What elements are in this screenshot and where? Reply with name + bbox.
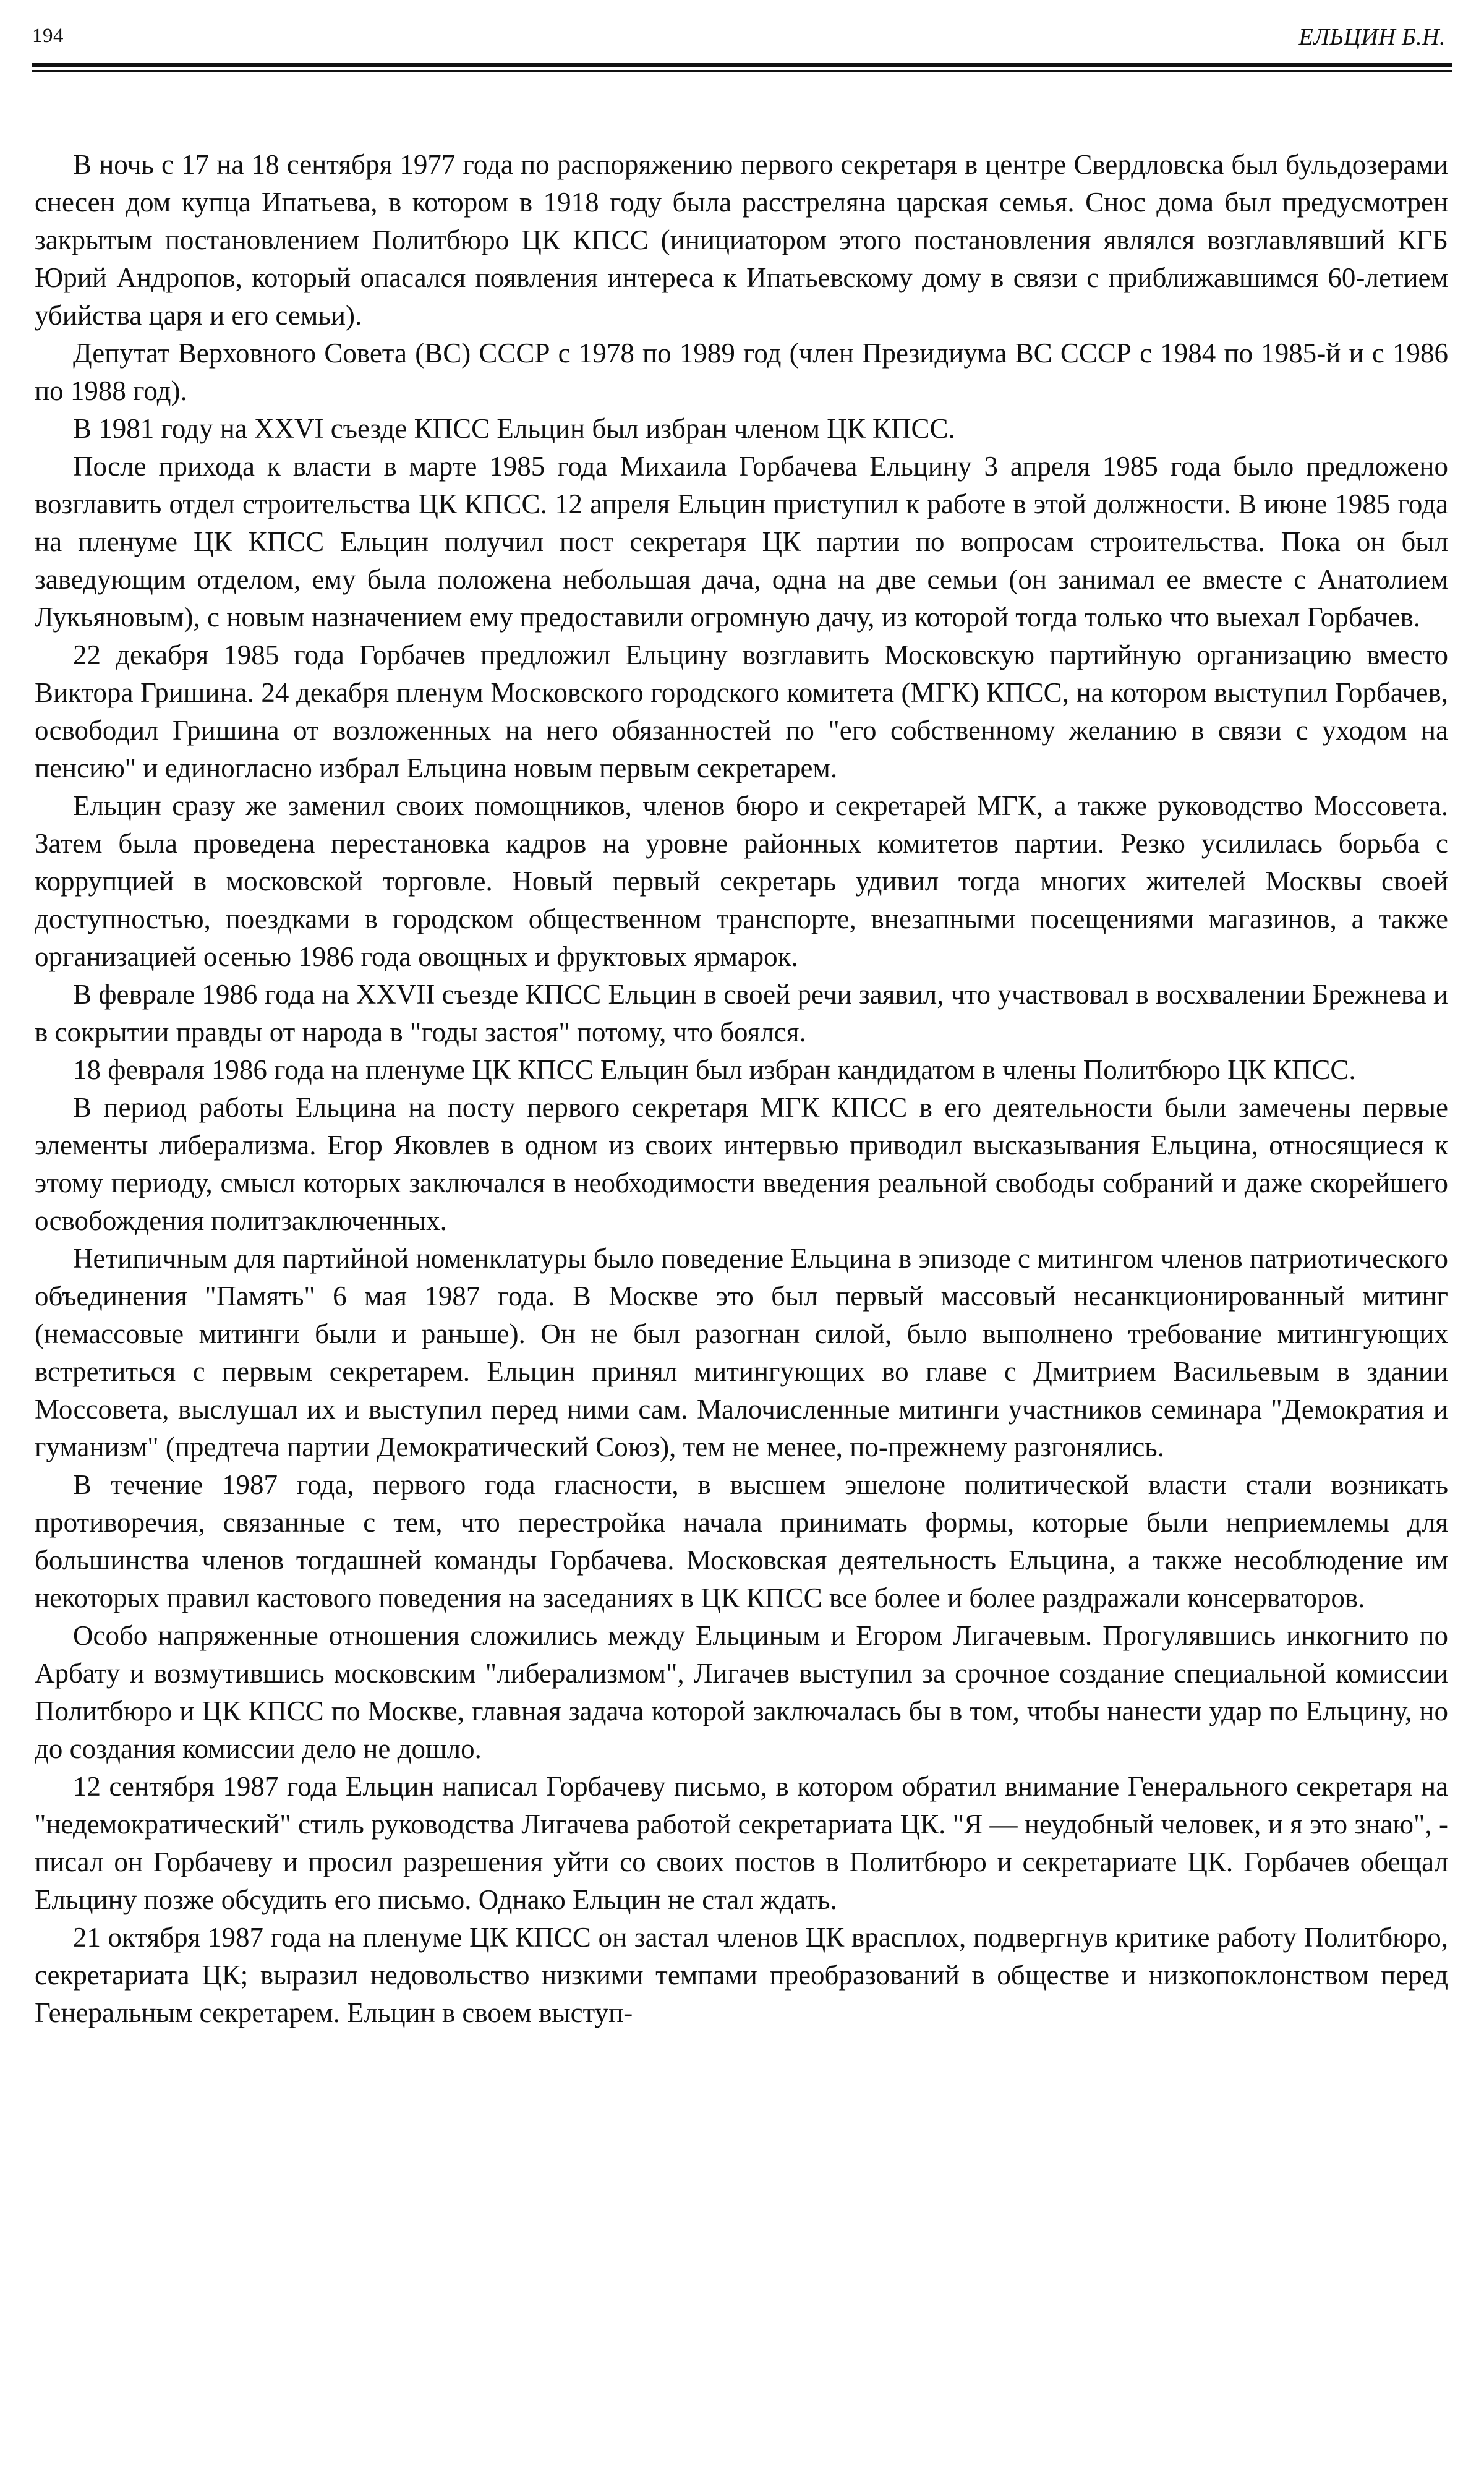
paragraph-1: В ночь с 17 на 18 сентября 1977 года по распоряжению первого секретаря в центре Свердловска был бульдозерами снесен дом купца Ипатьева, в котором в 1918 году была расстреляна царская семья. Снос дома был предусмотрен закрытым постановлением Политбюро ЦК КПСС (инициатором этого постановления являлся возглавлявший КГБ Юрий Андропов, который опасался появления интереса к Ипатьевскому дому в связи с приближавшимся 60-летием убийства царя и его семьи). — [35, 149, 1448, 331]
paragraph-13: 12 сентября 1987 года Ельцин написал Горбачеву письмо, в котором обратил внимание Генерального секретаря на "недемократический" стиль руководства Лигачева работой секретариата ЦК. "Я — неудобный человек, и я это знаю", - писал он Горбачеву и просил разрешения уйти со своих постов в Политбюро и секретариате ЦК. Горбачев обещал Ельцину позже обсудить его письмо. Однако Ельцин не стал ждать. — [35, 1771, 1448, 1915]
paragraph-11: В течение 1987 года, первого года гласности, в высшем эшелоне политической власти стали возникать противоречия, связанные с тем, что перестройка начала принимать формы, которые были неприемлемы для большинства членов тогдашней команды Горбачева. Московская деятельность Ельцина, а также несоблюдение им некоторых правил кастового поведения на заседаниях в ЦК КПСС все более и более раздражали консерваторов. — [35, 1469, 1448, 1613]
body-text — [35, 146, 1448, 2032]
header-rule-thin — [32, 70, 1452, 72]
paragraph-6: Ельцин сразу же заменил своих помощников, членов бюро и секретарей МГК, а также руководство Моссовета. Затем была проведена перестановка кадров на уровне районных комитетов партии. Резко усилилась борьба с коррупцией в московской торговле. Новый первый секретарь удивил тогда многих жителей Москвы своей доступностью, поездками в городском общественном транспорте, внезапными посещениями магазинов, а также организацией осенью 1986 года овощных и фруктовых ярмарок. — [35, 790, 1448, 972]
paragraph-12: Особо напряженные отношения сложились между Ельциным и Егором Лигачевым. Прогулявшись инкогнито по Арбату и возмутившись московским "либерализмом", Лигачев выступил за срочное создание специальной комиссии Политбюро и ЦК КПСС по Москве, главная задача которой заключалась бы в том, чтобы нанести удар по Ельцину, но до создания комиссии дело не дошло. — [35, 1620, 1448, 1764]
paragraph-5: 22 декабря 1985 года Горбачев предложил Ельцину возглавить Московскую партийную организацию вместо Виктора Гришина. 24 декабря пленум Московского городского комитета (МГК) КПСС, на котором выступил Горбачев, освободил Гришина от возложенных на него обязанностей по "его собственному желанию в связи с уходом на пенсию" и единогласно избрал Ельцина новым первым секретарем. — [35, 639, 1448, 783]
paragraph-14: 21 октября 1987 года на пленуме ЦК КПСС он застал членов ЦК врасплох, подвергнув критике работу Политбюро, секретариата ЦК; выразил недовольство низкими темпами преобразований в обществе и низкопоклонством перед Генеральным секретарем. Ельцин в своем выступ- — [35, 1922, 1448, 2028]
paragraph-3: В 1981 году на XXVI съезде КПСС Ельцин был избран членом ЦК КПСС. — [73, 413, 955, 444]
paragraph-9: В период работы Ельцина на посту первого секретаря МГК КПСС в его деятельности были замечены первые элементы либерализма. Егор Яковлев в одном из своих интервью приводил высказывания Ельцина, относящиеся к этому периоду, смысл которых заключался в необходимости введения реальной свободы собраний и даже скорейшего освобождения политзаключенных. — [35, 1092, 1448, 1236]
paragraph-4: После прихода к власти в марте 1985 года Михаила Горбачева Ельцину 3 апреля 1985 года было предложено возглавить отдел строительства ЦК КПСС. 12 апреля Ельцин приступил к работе в этой должности. В июне 1985 года на пленуме ЦК КПСС Ельцин получил пост секретаря ЦК партии по вопросам строительства. Пока он был заведующим отделом, ему была положена небольшая дача, одна на две семьи (он занимал ее вместе с Анатолием Лукьяновым), с новым назначением ему предоставили огромную дачу, из которой тогда только что выехал Горбачев. — [35, 451, 1448, 633]
page-number: 194 — [32, 25, 64, 47]
running-title: ЕЛЬЦИН Б.Н. — [1298, 24, 1446, 50]
paragraph-7: В феврале 1986 года на XXVII съезде КПСС Ельцин в своей речи заявил, что участвовал в восхвалении Брежнева и в сокрытии правды от народа в "годы застоя" потому, что боялся. — [35, 979, 1448, 1048]
paragraph-2: Депутат Верховного Совета (ВС) СССР с 1978 по 1989 год (член Президиума ВС СССР с 1984 по 1985-й и с 1986 по 1988 год). — [35, 338, 1448, 406]
header-rule-thick — [32, 63, 1452, 67]
paragraph-8: 18 февраля 1986 года на пленуме ЦК КПСС Ельцин был избран кандидатом в члены Политбюро ЦК КПСС. — [73, 1054, 1356, 1085]
page-header — [32, 19, 1452, 56]
paragraph-10: Нетипичным для партийной номенклатуры было поведение Ельцина в эпизоде с митингом членов патриотического объединения "Память" 6 мая 1987 года. В Москве это был первый массовый несанкционированный митинг (немассовые митинги были и раньше). Он не был разогнан силой, было выполнено требование митингующих встретиться с первым секретарем. Ельцин принял митингующих во главе с Дмитрием Васильевым в здании Моссовета, выслушал их и выступил перед ними сам. Малочисленные митинги участников семинара "Демократия и гуманизм" (предтеча партии Демократический Союз), тем не менее, по-прежнему разгонялись. — [35, 1243, 1448, 1462]
